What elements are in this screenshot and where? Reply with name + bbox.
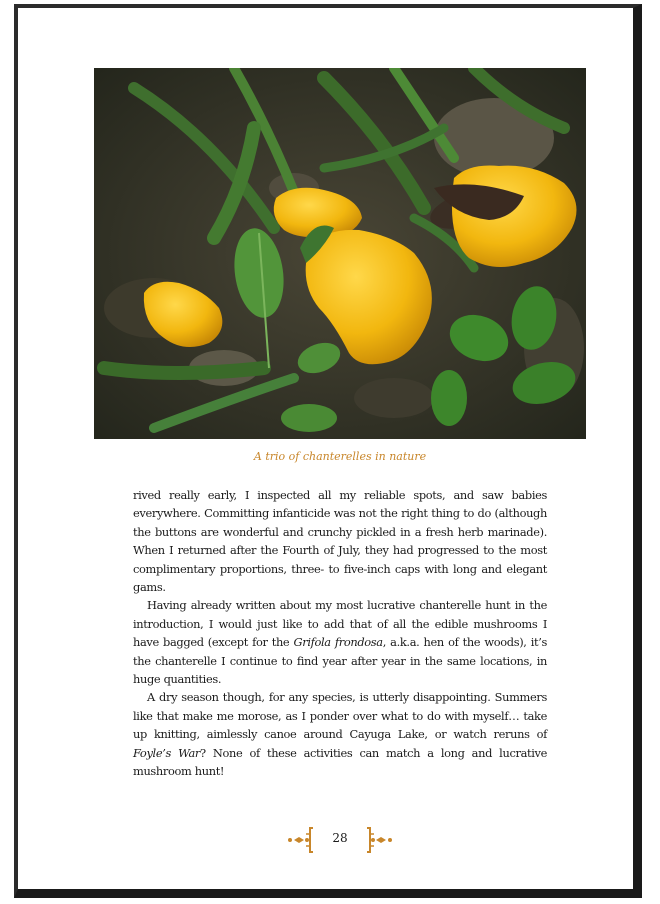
paragraph-2 <box>133 596 547 688</box>
paragraph-1: rived really early, I inspected all my reliable spots, and saw babies everywhere. Committing infanticide was not the right thing to do (although the buttons are wonderful and crunchy pickled in a fresh herb marinade). When I returned after the Fourth of July, they had progressed to the most complimentary proportions, three- to five-inch caps with long and elegant gams. <box>133 488 547 595</box>
figure-caption: A trio of chanterelles in nature <box>253 450 427 463</box>
chanterelle-photo <box>94 68 586 439</box>
paragraph-3-end: ? None of these activities can match a long and lucrative mushroom hunt! <box>133 745 548 779</box>
paragraph-3 <box>133 688 547 780</box>
page-number: 28 <box>332 831 348 845</box>
page-folio <box>280 824 400 856</box>
body-text <box>133 486 547 781</box>
species-name: Grifola frondosa <box>293 635 383 650</box>
show-title: Foyle’s War <box>133 745 200 760</box>
paragraph-2-start: Having already written about my most lucrative chanterelle hunt in the introduction, I would just like to add that of all the edible mushrooms I have bagged (except for the <box>133 598 547 650</box>
paragraph-3-start: A dry season though, for any species, is utterly disappointing. Summers like that make me morose, as I ponder over what to do with myself… take up knitting, aimlessly canoe around Cayuga Lake, or watch reruns of <box>133 690 547 742</box>
paragraph-2-end: , a.k.a. hen of the woods), it’s the chanterelle I continue to find year after year in the same locations, in huge quantities. <box>133 635 548 687</box>
